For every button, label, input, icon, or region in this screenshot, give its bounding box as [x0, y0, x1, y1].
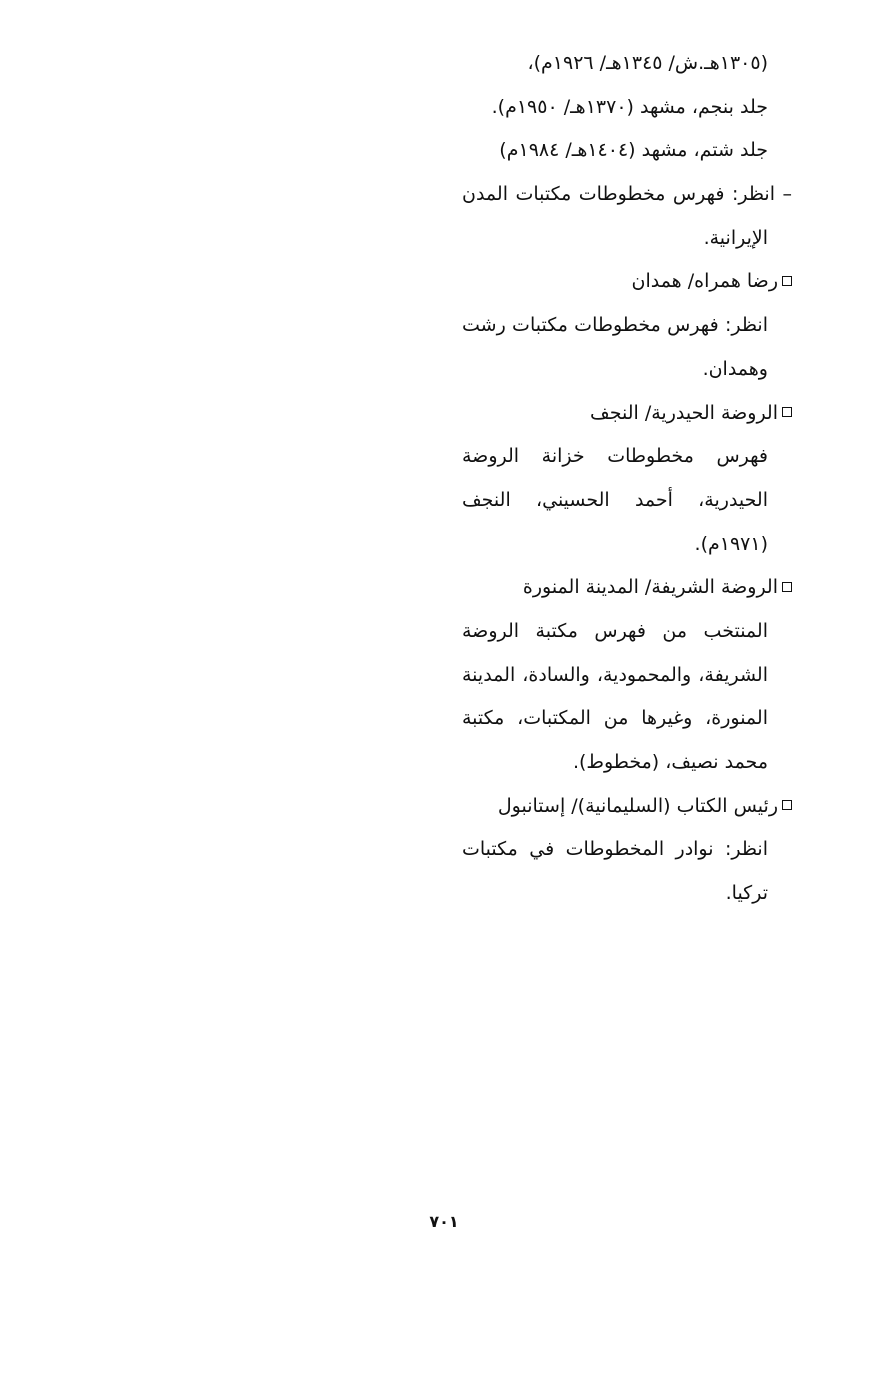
text-line: انظر: نوادر المخطوطات في مكتبات	[462, 838, 768, 861]
text-line: انظر: فهرس مخطوطات مكتبات رشت	[462, 314, 768, 337]
text-line: الشريفة، والمحمودية، والسادة، المدينة	[462, 663, 768, 686]
square-bullet-icon	[782, 407, 792, 417]
text-line: جلد شتم، مشهد (١٤٠٤هـ/ ١٩٨٤م)	[499, 139, 768, 162]
text-line: (١٣٠٥هـ.ش/ ١٣٤٥هـ/ ١٩٢٦م)،	[527, 52, 768, 74]
text-line: الإيرانية.	[703, 226, 768, 249]
entry-heading: رضا همراه/ همدان	[462, 260, 792, 304]
text-line: الحيدرية، أحمد الحسيني، النجف	[462, 488, 768, 511]
text-line: تركيا.	[725, 882, 768, 905]
text-line: المنتخب من فهرس مكتبة الروضة	[462, 619, 768, 642]
page-number: ٧٠١	[429, 1212, 459, 1231]
see-also-line: – انظر: فهرس مخطوطات مكتبات المدن	[462, 183, 792, 206]
entry-heading: الروضة الشريفة/ المدينة المنورة	[462, 566, 792, 610]
text-line: جلد بنجم، مشهد (١٣٧٠هـ/ ١٩٥٠م).	[491, 95, 768, 118]
text-line: محمد نصيف، (مخطوط).	[572, 751, 768, 773]
square-bullet-icon	[782, 582, 792, 592]
text-line: وهمدان.	[702, 357, 768, 380]
text-column	[462, 42, 792, 916]
entry-heading: الروضة الحيدرية/ النجف	[462, 392, 792, 436]
dash-marker: –	[782, 183, 792, 206]
text-line: المنورة، وغيرها من المكتبات، مكتبة	[462, 707, 768, 730]
text-line: فهرس مخطوطات خزانة الروضة	[462, 445, 768, 468]
square-bullet-icon	[782, 276, 792, 286]
entry-heading: رئيس الكتاب (السليمانية)/ إستانبول	[462, 785, 792, 829]
text-line: (١٩٧١م).	[694, 532, 768, 555]
square-bullet-icon	[782, 800, 792, 810]
